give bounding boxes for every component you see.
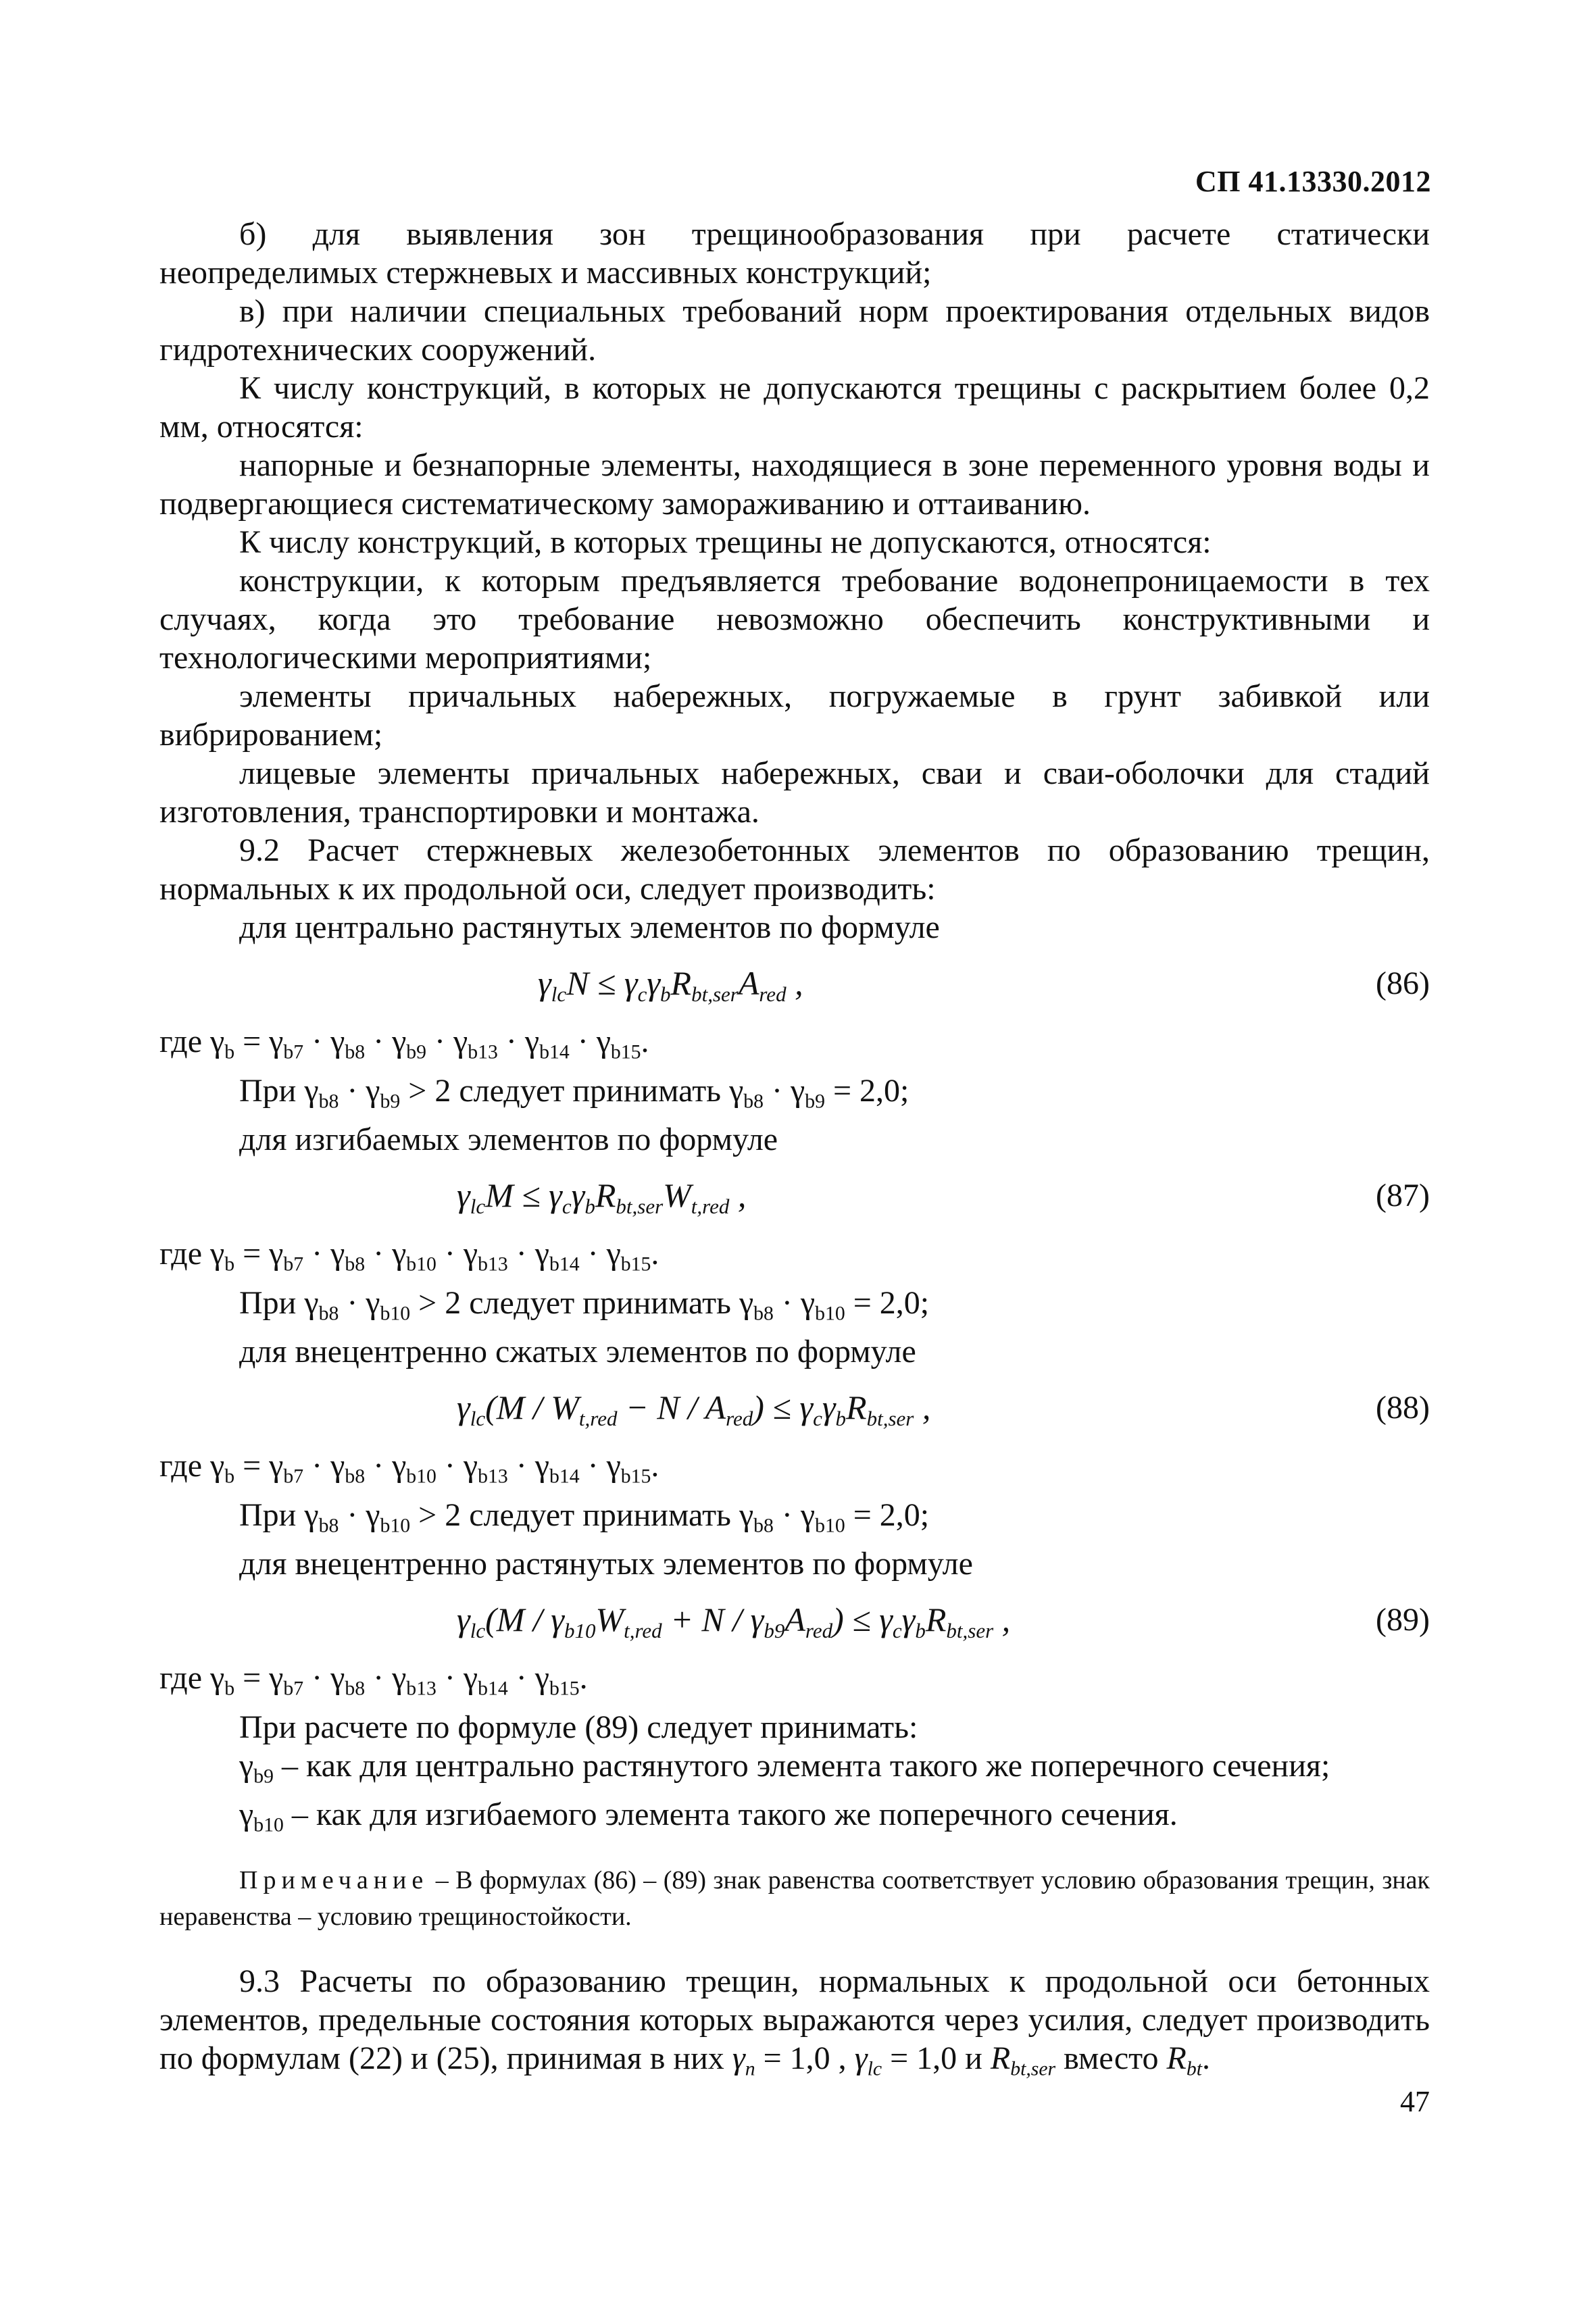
- paragraph-gamma-b-87: где $\gamma_b = \gamma_{b7} \cdot \gamma_{b8} \cdot \gamma_{b10} \cdot \gamma_{b13} \cdot \gamma_{b14} \cdot \gamma_{b15}$.: [159, 1236, 659, 1276]
- paragraph-eccentric-tension: для внецентренно растянутых элементов по формуле: [239, 1546, 973, 1582]
- formula-87-number: (87): [1376, 1178, 1430, 1214]
- formula-89-expression: $\gamma_{lc}(M / \gamma_{b10}W_{t,red} + N / \gamma_{b9}A_{red}) \le \gamma_c\gamma_bR_{bt,ser}$ ,: [457, 1601, 1011, 1642]
- paragraph-b-cont: неопределимых стержневых и массивных конструкций;: [159, 255, 932, 291]
- paragraph-quay-elements: элементы причальных набережных, погружаемые в грунт забивкой или вибрированием;: [159, 678, 1430, 753]
- paragraph-bending: для изгибаемых элементов по формуле: [239, 1122, 778, 1158]
- paragraph-gamma-b9: $\gamma_{b9}$ – как для центрально растянутого элемента такого же поперечного сечения;: [239, 1747, 1330, 1788]
- paragraph-cracks-02: К числу конструкций, в которых не допускаются трещины с раскрытием более 0,2 мм, относятся:: [159, 370, 1430, 445]
- paragraph-v: в) при наличии специальных требований норм проектирования отдельных видов гидротехнических сооружений.: [159, 293, 1430, 368]
- paragraph-waterproof: конструкции, к которым предъявляется требование водонепроницаемости в тех случаях, когда это требование невозможно обеспечить конструктивными и технологическими мероприятиями;: [159, 563, 1430, 676]
- paragraph-facing-elements: лицевые элементы причальных набережных, сваи и сваи-оболочки для стадий изготовления, транспортировки и монтажа.: [159, 755, 1430, 830]
- page-number: 47: [1400, 2085, 1430, 2118]
- note-label: Примечание: [239, 1865, 429, 1894]
- formula-89: [159, 1583, 1430, 1659]
- note: [159, 1862, 1430, 1935]
- page-body: [159, 215, 1430, 2088]
- paragraph-no-cracks: К числу конструкций, в которых трещины не допускаются, относятся:: [239, 524, 1212, 560]
- paragraph-limit-87: При $\gamma_{b8} \cdot \gamma_{b10} > 2$ следует принимать $\gamma_{b8} \cdot \gamma_{b10} = 2,0$;: [239, 1284, 930, 1325]
- paragraph-pressure-elements: напорные и безнапорные элементы, находящиеся в зоне переменного уровня воды и подвергающиеся систематическому замораживанию и оттаиванию.: [159, 447, 1430, 522]
- paragraph-gamma-b-86: где $\gamma_b = \gamma_{b7} \cdot \gamma_{b8} \cdot \gamma_{b9} \cdot \gamma_{b13} \cdot \gamma_{b14} \cdot \gamma_{b15}$.: [159, 1024, 649, 1063]
- formula-87: [159, 1159, 1430, 1234]
- paragraph-9-2: 9.2 Расчет стержневых железобетонных элементов по образованию трещин, нормальных к их продольной оси, следует производить:: [159, 832, 1430, 907]
- document-code-header: СП 41.13330.2012: [1195, 165, 1431, 198]
- note-text: – В формулах (86) – (89) знак равенства соответствует условию образования трещин, знак неравенства – условию трещиностойкости.: [159, 1865, 1430, 1931]
- paragraph-formula-89-rules: При расчете по формуле (89) следует принимать:: [239, 1709, 918, 1745]
- paragraph-gamma-b-89: где $\gamma_b = \gamma_{b7} \cdot \gamma_{b8} \cdot \gamma_{b13} \cdot \gamma_{b14} \cdot \gamma_{b15}$.: [159, 1660, 588, 1700]
- paragraph-limit-88: При $\gamma_{b8} \cdot \gamma_{b10} > 2$ следует принимать $\gamma_{b8} \cdot \gamma_{b10} = 2,0$;: [239, 1496, 930, 1537]
- formula-89-number: (89): [1376, 1602, 1430, 1638]
- paragraph-gamma-b10: $\gamma_{b10}$ – как для изгибаемого элемента такого же поперечного сечения.: [239, 1796, 1178, 1836]
- formula-88: [159, 1371, 1430, 1447]
- formula-86-expression: $\gamma_{lc}N \le \gamma_c\gamma_bR_{bt,ser}A_{red}$ ,: [538, 964, 803, 1006]
- formula-87-expression: $\gamma_{lc}M \le \gamma_c\gamma_bR_{bt,ser}W_{t,red}$ ,: [457, 1176, 747, 1218]
- formula-86-number: (86): [1376, 965, 1430, 1001]
- formula-88-number: (88): [1376, 1390, 1430, 1426]
- paragraph-eccentric-compression: для внецентренно сжатых элементов по формуле: [239, 1334, 916, 1370]
- formula-86: [159, 947, 1430, 1022]
- paragraph-9-3: 9.3 Расчеты по образованию трещин, нормальных к продольной оси бетонных элементов, предельные состояния которых выражаются через усилия, следует производить по формулам (22) и (25), принимая в них $\gamma_n = 1,0$ , $\gamma_{lc} = 1,0$ и $R_{bt,ser}$ вместо $R_{bt}$.: [159, 1963, 1430, 2080]
- paragraph-b: б) для выявления зон трещинообразования при расчете статически: [239, 216, 1430, 252]
- paragraph-limit-86: При $\gamma_{b8} \cdot \gamma_{b9} > 2$ следует принимать $\gamma_{b8} \cdot \gamma_{b9} = 2,0$;: [239, 1072, 909, 1113]
- formula-88-expression: $\gamma_{lc}(M / W_{t,red} - N / A_{red}) \le \gamma_c\gamma_bR_{bt,ser}$ ,: [457, 1388, 931, 1430]
- paragraph-central-tension: для центрально растянутых элементов по формуле: [239, 909, 940, 945]
- paragraph-gamma-b-88: где $\gamma_b = \gamma_{b7} \cdot \gamma_{b8} \cdot \gamma_{b10} \cdot \gamma_{b13} \cdot \gamma_{b14} \cdot \gamma_{b15}$.: [159, 1448, 659, 1488]
